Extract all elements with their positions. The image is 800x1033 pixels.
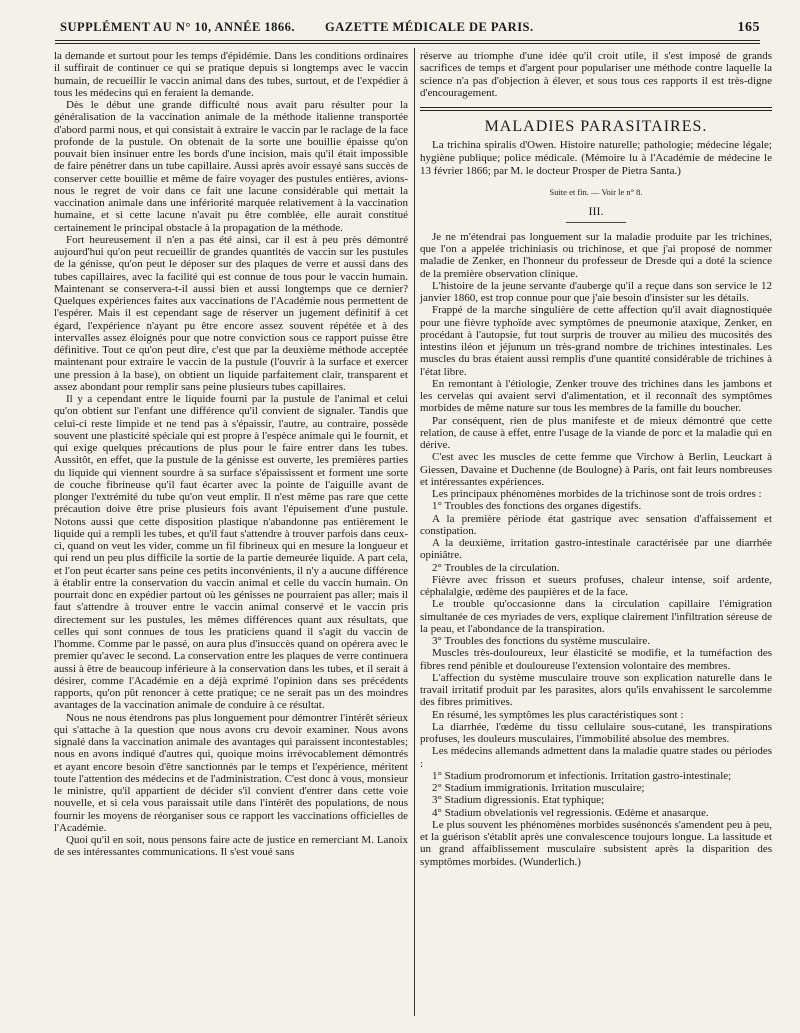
paragraph: L'affection du système musculaire trouve son explication naturelle dans le travail irritatif produit par les parasites, alors qu'ils envahissent le sarcolemme des fibres primitives.: [420, 671, 772, 709]
paragraph: Le trouble qu'occasionne dans la circulation capillaire l'émigration simultanée de ces myriades de vers, explique clairement l'infiltration séreuse de la peau, et l'abondance de la transpiration.: [420, 598, 772, 635]
paragraph: A la deuxième, irritation gastro-intestinale caractérisée par une diarrhée opiniâtre.: [420, 537, 772, 562]
list-item: 1° Stadium prodromorum et infectionis. Irritation gastro-intestinale;: [432, 769, 732, 782]
paragraph: la demande et surtout pour les temps d'épidémie. Dans les conditions ordinaires il suffirait de continuer ce qui se pratique depuis si longtemps avec le vaccin humain, de recueillir le vaccin animal dans des tubes, surtout, et de l'expédier à tous les médecins qui en feraient la demande.: [54, 50, 408, 99]
list-item: 3° Stadium digressionis. Etat typhique;: [432, 794, 605, 807]
paragraph: Frappé de la marche singulière de cette affection qu'il avait diagnostiquée pour une fièvre typhoïde avec symptômes de pneumonie ataxique, Zenker, en procédant à l'autopsie, fut tout surpris de trouver au milieu des mucosités des intestins iléon et jéjunum un très-grand nombre de trichines intestinales. Les muscles du bras étaient aussi remplis d'une quantité considérable de trichines à l'état libre.: [420, 304, 772, 378]
section-rule-thin: [420, 110, 772, 111]
continuation-note: Suite et fin. — Voir le n° 8.: [549, 187, 643, 198]
paragraph: La diarrhée, l'œdème du tissu cellulaire sous-cutané, les transpirations profuses, les douleurs musculaires, l'immobilité absolue des membres.: [420, 720, 772, 745]
page-number: 165: [737, 20, 760, 35]
article-heading: La trichina spiralis d'Owen. Histoire naturelle; pathologie; médecine légale; hygiène publique; police médicale. (Mémoire lu à l'Académie de médecine le 13 février 1866; par M. le docteur Prosper de Pietra Santa.): [420, 139, 772, 178]
section-number-rule: [566, 222, 626, 223]
paragraph: Dès le début une grande difficulté nous avait paru résulter pour la généralisation de la vaccination animale de la méthode italienne transportée d'abord parmi nous, et qui consistait à extraire le vaccin par le raclage de la face profonde de la pustule. On obtenait de la sorte une bouillie épaisse qu'on pouvait bien insinuer entre les bords d'une incision, mais qu'il était impossible de faire pénétrer dans un tube capillaire. Aussi après avoir essayé sans succès de conserver cette bouillie et même de faire voyager des pustules entières, avions-nous le regret de voir dans ce fait une lacune considérable qui mettait la vaccination animale dans une infériorité marquée relativement à la vaccination humaine, et si cette lacune n'avait pu être comblée, elle aurait constitué certainement le principal obstacle à la propagation de la méthode.: [54, 99, 408, 234]
paragraph: Il y a cependant entre le liquide fourni par la pustule de l'animal et celui qu'on obtient sur l'enfant une différence qu'il convient de signaler. Tandis que celui-ci reste limpide et ne tend pas à s'épaissir, l'autre, au contraire, possède souvent une plasticité spéciale qui est propre à l'espèce animale qui le fournit, et qui exige quelques précautions de plus pour le faire entrer dans les tubes. Aussitôt, en effet, que la pustule de la génisse est ouverte, les premières parties du liquide qui viennent sourdre à sa surface s'épaississent et forment une sorte de couche fibrineuse qu'il faut écarter avec la pointe de l'aiguille avant de plonger l'extrémité du tube qu'on veut emplir. Il n'est même pas rare que cette précaution doive être prise plusieurs fois avant l'épuisement d'une pustule. Notons aussi que cette disposition plastique n'abandonne pas entièrement le liquide qui a rempli les tubes, et qu'il faut s'attendre à trouver parfois dans ceux-ci, quand on veut les vider, comme un fil fibrineux qui en mesure la longueur et qui rend un peu plus difficile la sortie de la partie demeurée liquide. A part cela, et l'on peut écarter sans peine ces petits inconvénients, il n'y a aucune différence à établir entre la conservation du vaccin animal et celle du vaccin humain. On pourrait donc en expédier partout où les génisses ne pourraient pas aller; mais il faut s'attendre à trouver entre le vaccin animal conservé et le vaccin pris directement sur les pustules, les mêmes différences quant aux résultats, que celles qui sont connues de tous les praticiens quand il s'agit du vaccin de l'homme. Comme par le passé, on aura plus d'insuccès quand on opérera avec le premier qu'avec le second. La conservation entre les plaques de verre continuera aussi à être de beaucoup inférieure à la conservation dans les tubes, et il serait à désirer, comme l'Académie en a déjà exprimé l'opinion dans ses précédents rapports, qu'on pût renoncer à cette pratique; ce ne serait pas un des moindres avantages de la vaccination animale de conduire à ce résultat.: [54, 393, 408, 712]
paragraph: Par conséquent, rien de plus manifeste et de mieux démontré que cette relation, de cause à effet, entre l'usage de la viande de porc et la maladie qui en dérive.: [420, 414, 772, 451]
list-item: 1° Troubles des fonctions des organes digestifs.: [432, 500, 642, 513]
paragraph: L'histoire de la jeune servante d'auberge qu'il a reçue dans son service le 12 janvier 1860, est trop connue pour que j'aie besoin d'insister sur les détails.: [420, 279, 772, 304]
journal-title: GAZETTE MÉDICALE DE PARIS.: [325, 20, 534, 34]
header-rule-thin: [55, 43, 760, 44]
header-rule-thick: [55, 40, 760, 41]
paragraph: réserve au triomphe d'une idée qu'il croit utile, il s'est imposé de grands sacrifices de temps et d'argent pour populariser une méthode contre laquelle la science n'a pas d'objection à élever, et sous tous ces rapports il est très-digne d'encouragement.: [420, 50, 772, 99]
left-column: [54, 50, 408, 859]
list-item: 4° Stadium obvelationis vel regressionis. Œdème et anasarque.: [432, 806, 709, 819]
paragraph: Quoi qu'il en soit, nous pensons faire acte de justice en remerciant M. Lanoix de ses intéressantes communications. Il s'est voué sans: [54, 834, 408, 859]
paragraph: Les médecins allemands admettent dans la maladie quatre stades ou périodes :: [420, 745, 772, 770]
paragraph: En résumé, les symptômes les plus caractéristiques sont :: [432, 708, 684, 721]
section-number: III.: [588, 203, 604, 218]
column-divider: [414, 48, 415, 1016]
paragraph: A la première période état gastrique avec sensation d'affaissement et constipation.: [420, 512, 772, 537]
paragraph: Je ne m'étendrai pas longuement sur la maladie produite par les trichines, que l'on a appelée trichiniasis ou trichinose, et que j'ai proposé de nommer maladie de Zenker, en l'honneur du professeur de Dresde qui a doté la science de la première observation clinique.: [420, 230, 772, 280]
list-item: 2° Troubles de la circulation.: [432, 561, 560, 574]
page-header: [60, 20, 760, 38]
supplement-label: SUPPLÉMENT AU N° 10, ANNÉE 1866.: [60, 20, 296, 34]
section-rule-thick: [420, 107, 772, 108]
paragraph: Fort heureusement il n'en a pas été ainsi, car il est à peu près démontré aujourd'hui qu'on peut recueillir de grandes quantités de vaccin sur les pustules de la génisse, qu'on peut le déposer sur des plaques de verre et aussi dans des tubes capillaires, avec la facilité qui est connue de tous pour le vaccin humain. Maintenant se conservera-t-il aussi bien et aussi longtemps que ce dernier? Quelques expériences faites aux vaccinations de l'Académie nous permettent de l'espérer. Mais il est cependant sage de réserver un jugement définitif à cet égard, l'expérience n'ayant pu être encore assez souvent répétée et à des intervalles assez éloignés pour que notre conviction sous ce rapport puisse être définitive. Tout ce qu'on peut dire, c'est que par la deuxième méthode acceptée maintenant pour extraire le vaccin de la pustule (l'ouvrir à la surface et exercer une pression à la base), on obtient un liquide parfaitement clair, transparent et assez abondant pour remplir sans peine plusieurs tubes capillaires.: [54, 233, 408, 393]
paragraph: Fièvre avec frisson et sueurs profuses, chaleur intense, soif ardente, céphalalgie, œdème des paupières et de la face.: [420, 573, 772, 598]
paragraph: Muscles très-douloureux, leur élasticité se modifie, et la tuméfaction des fibres rend pénible et douloureuse l'extension volontaire des membres.: [420, 647, 772, 672]
paragraph: Le plus souvent les phénomènes morbides susénoncés s'amendent peu à peu, et la guérison s'établit après une convalescence toujours longue. La lassitude et un grand affaiblissement musculaire subsistent après la disparition des symptômes morbides. (Wunderlich.): [420, 818, 772, 868]
paragraph: Les principaux phénomènes morbides de la trichinose sont de trois ordres :: [432, 488, 762, 500]
paragraph: Nous ne nous étendrons pas plus longuement pour démontrer l'intérêt sérieux qui s'attache à la question que nous avons cru devoir examiner. Nous avons signalé dans la vaccination animale des avantages qui paraissent incontestables; nous en avons indiqué d'autres qui, quoique moins irrévocablement démontrés et ayant encore besoin d'être sanctionnés par le temps et l'expérience, méritent toute l'attention des médecins et de l'administration. C'est donc à vous, monsieur le ministre, qu'il appartient de décider s'il convient d'entrer dans cette voie nouvelle, et si cela vous paraissait utile dans l'intérêt des populations, de nous fournir les moyens de réorganiser sous ce rapport les vaccinations officielles de l'Académie.: [54, 711, 408, 834]
right-column: [420, 50, 772, 868]
list-item: 2° Stadium immigrationis. Irritation musculaire;: [432, 782, 645, 794]
paragraph: En remontant à l'étiologie, Zenker trouve des trichines dans les jambons et les cervelas qui avaient servi d'alimentation, et il reconnaît des symptômes morbides de même nature sur tous les membres de la famille du boucher.: [420, 377, 772, 415]
list-item: 3° Troubles des fonctions du système musculaire.: [432, 635, 650, 647]
paragraph: C'est avec les muscles de cette femme que Virchow à Berlin, Leuckart à Giessen, Davaine et Duchenne (de Boulogne) à Paris, ont fait leurs nombreuses et intéressantes expériences.: [420, 451, 772, 488]
section-title: MALADIES PARASITAIRES.: [484, 118, 708, 135]
